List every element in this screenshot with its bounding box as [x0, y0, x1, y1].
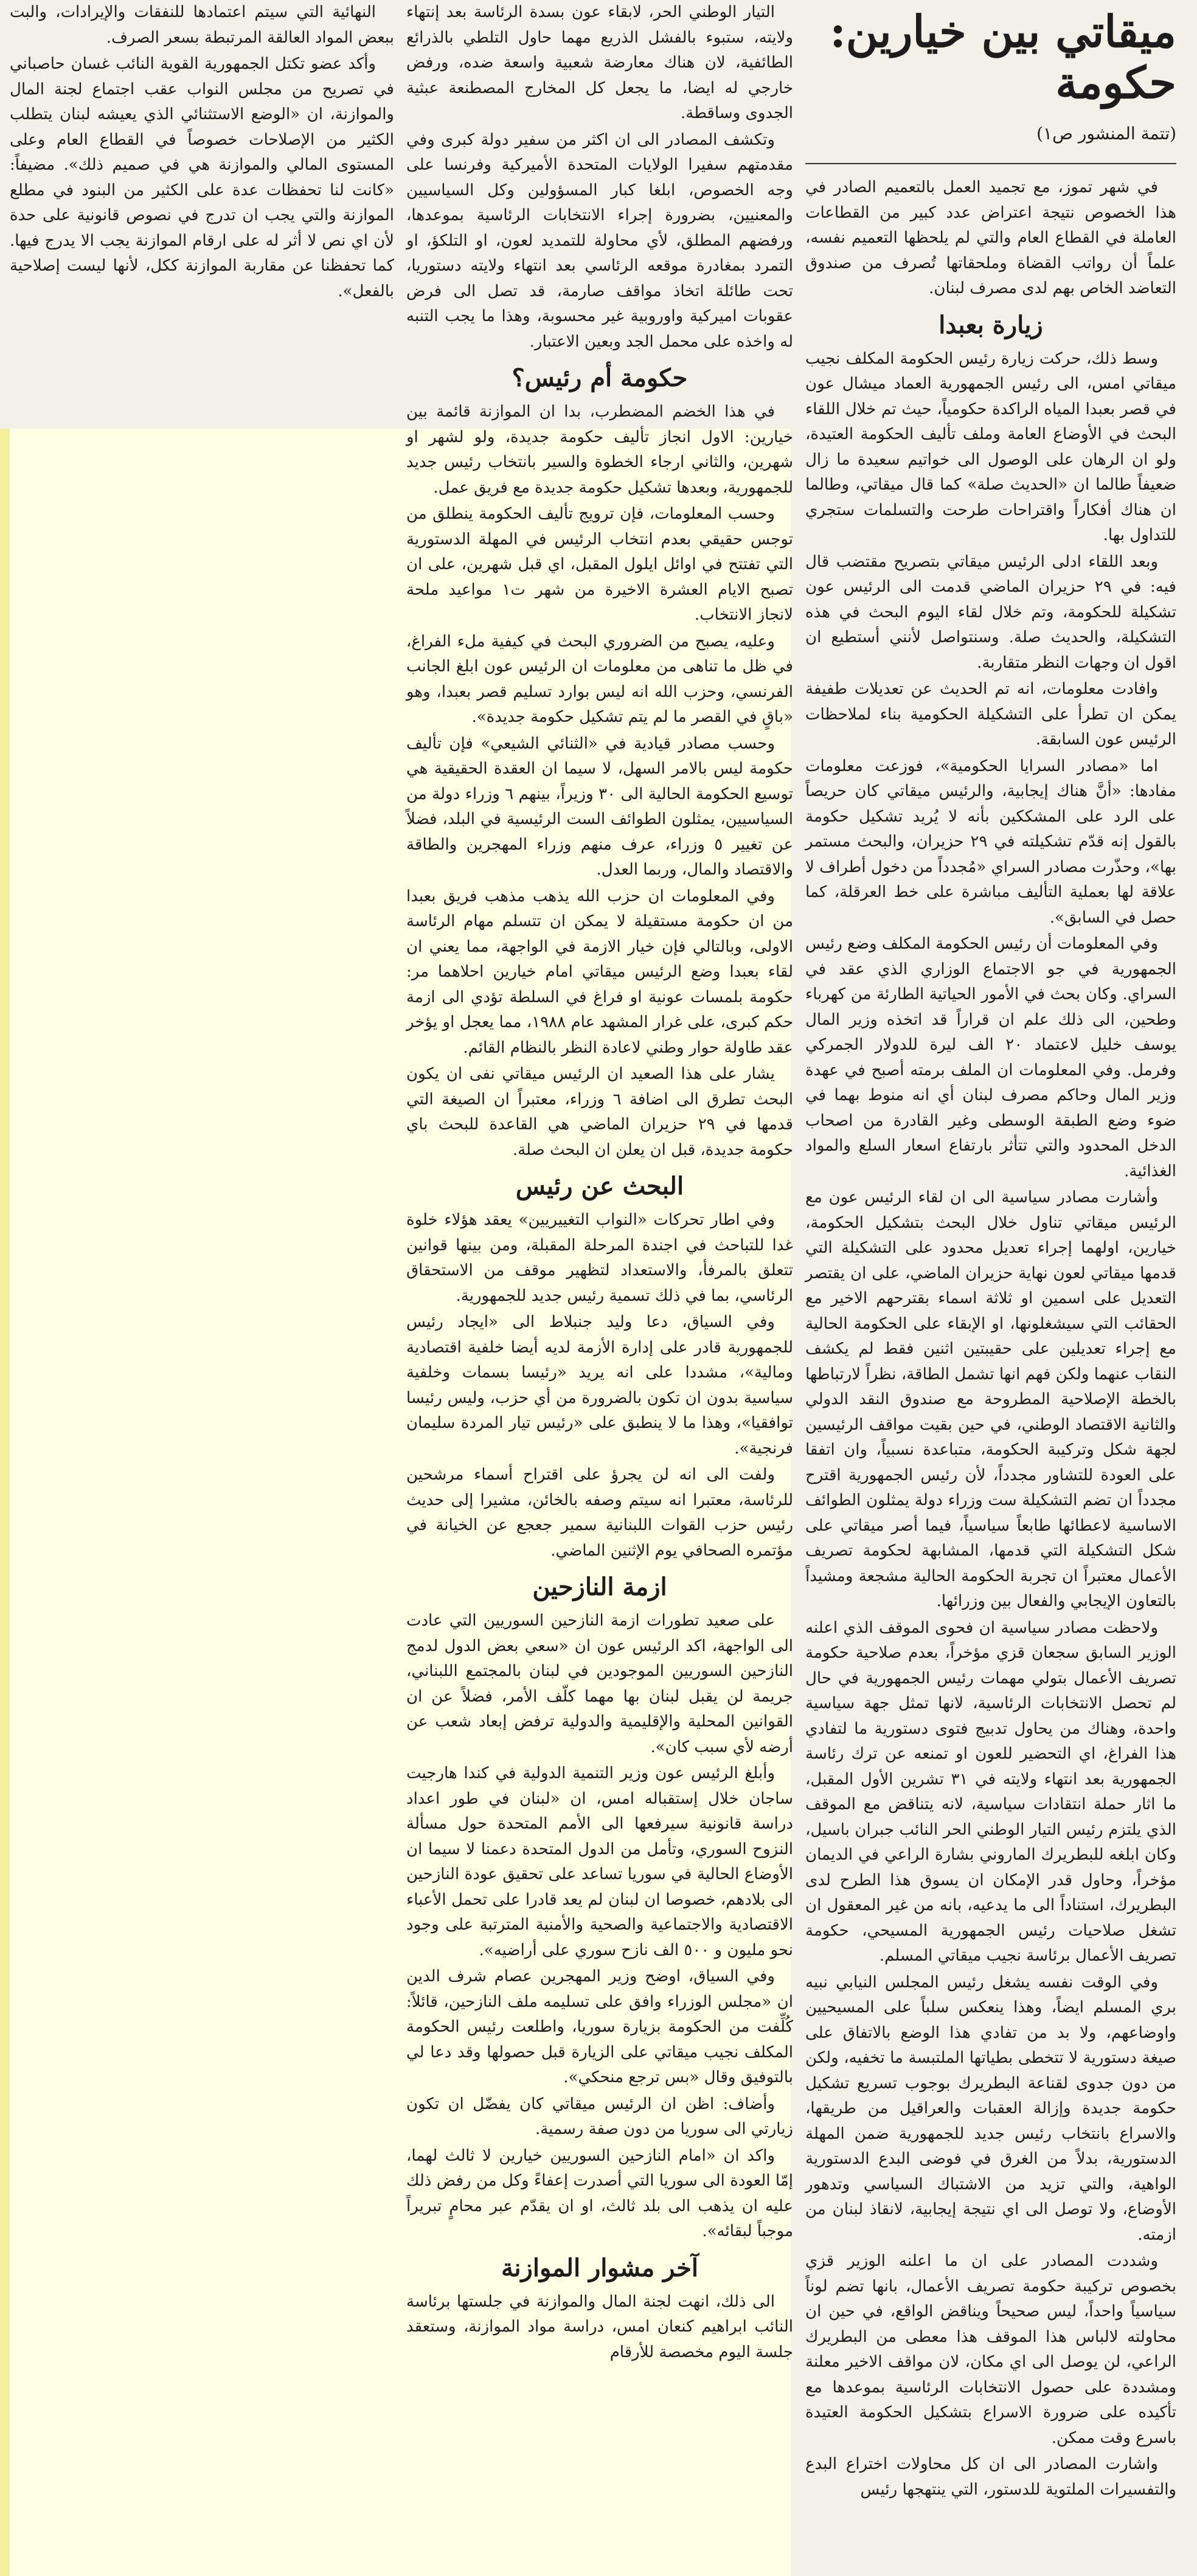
continued-note: (تتمة المنشور ص١)	[1036, 123, 1176, 144]
paragraph: وفي اطار تحركات «النواب التغييريين» يعقد هؤلاء خلوة غدا للتباحث في اجندة المرحلة المقبلة، ومن بينها قوانين تتعلق بالمرفأ، والاستعداد لتظهير موقف من الاستحقاق الرئاسي، بما في ذلك تسمية رئيس جديد للجمهورية.	[406, 1211, 793, 1305]
section-heading: حكومة أم رئيس؟	[512, 364, 688, 392]
paragraph: وفي الوقت نفسه يشغل رئيس المجلس النيابي نبيه بري المسلم ايضاً، وهذا ينعكس سلباً على المسيحيين واوضاعهم، ولا بد من تفادي هذا الوضع بالاتفاق على صيغة دستورية لا تتخطى بطياتها الملتبسة ما تخفيه، ولكن من دون جدوى لقناعة البطريرك بوجوب تسريع تشكيل حكومة جديدة وإزالة العقبات والعراقيل من طريقها، والاسراع بانتخاب رئيس جديد للجمهورية ضمن المهلة الدستورية، بدلاً من الغرق في فوضى البدع الدستورية الواهية، والتي تزيد من الاشتباك السياسي وتدهور الأوضاع، ولا توصل الى اي نتيجة إيجابية، لانقاذ لبنان من ازمته.	[805, 1973, 1176, 2244]
paragraph: ولفت الى انه لن يجرؤ على اقتراح أسماء مرشحين للرئاسة، معتبرا انه سيتم وصفه بالخائن، مشيرا إلى حديث رئيس حزب القوات اللبنانية سمير جعجع عن الخيانة في مؤتمره الصحافي يوم الإثنين الماضي.	[406, 1466, 793, 1560]
paragraph: وأبلغ الرئيس عون وزير التنمية الدولية في كندا هارجيت ساجان خلال إستقباله امس، ان «لبنان في طور اعداد دراسة قانونية سيرفعها الى الأمم المتحدة حول مسألة النزوح السوري، وتأمل من الدول المتحدة دعمنا لا سيما ان الأوضاع الحالية في سوريا تساعد على تحقيق عودة النازحين الى بلادهم، خصوصا ان لبنان لم يعد قادرا على تحمل الأعباء الاقتصادية والاجتماعية والصحية والأمنية المترتبة على وجود نحو مليون و ٥٠٠ الف نازح سوري على أراضيه».	[406, 1764, 793, 1959]
section-heading: زيارة بعبدا	[939, 310, 1043, 339]
paragraph: وأكد عضو تكتل الجمهورية القوية النائب غسان حاصباني في تصريح من مجلس النواب عقب اجتماع لجنة المال والموازنة، ان «الوضع الاستثنائي الذي يعيشه لبنان يتطلب الكثير من الإصلاحات خصوصاً في القطاع العام وعلى المستوى المالي والموازنة هي في صميم ذلك». مضيفاً: «كانت لنا تحفظات عدة على الكثير من البنود في مطلع الموازنة والتي يجب ان تدرج في نصوص قانونية على حدة لأن اي نص لا أثر له على ارقام الموازنة يجب الا يدرج فيها. كما تحفظنا عن مقاربة الموازنة ككل، لأنها ليست إصلاحية بالفعل».	[10, 55, 394, 300]
paragraph: على صعيد تطورات ازمة النازحين السوريين التي عادت الى الواجهة، اكد الرئيس عون ان «سعي بعض الدول لدمج النازحين السوريين الموجودين في لبنان بالمجتمع اللبناني، جريمة لن يقبل لبنان بها مهما كلّف الأمر، فضلاً عن ان القوانين المحلية والإقليمية والدولية ترفض إبعاد شعب عن أرضه لأي سبب كان».	[406, 1612, 793, 1756]
paragraph: واشارت المصادر الى ان كل محاولات اختراع البدع والتفسيرات الملتوية للدستور، التي ينتهجها رئيس	[805, 2455, 1176, 2499]
paragraph: وأشارت مصادر سياسية الى ان لقاء الرئيس عون مع الرئيس ميقاتي تناول خلال البحث بتشكيل الحكومة، خيارين، اولهما إجراء تعديل محدود على التشكيلة التي قدمها ميقاتي لعون نهاية حزيران الماضي، على ان يقتصر التعديل على اسمين او ثلاثة اسماء بقترحهم الاخير مع الحقائب التي سيشغلونها، او الإبقاء على الحكومة الحالية مع إجراء تعديلين على حقيبتين اثنين فقط لم يكشف النقاب عنهما ولكن فهم انها تشمل الطاقة، نظراً لارتباطها بالخطة الإصلاحية المطروحة مع صندوق النقد الدولي والثانية الاقتصاد الوطني، في حين بقيت مواقف الرئيسين لجهة شكل وتركيبة الحكومة، متباعدة نسبياً، وان اتفقا على العودة للتشاور مجدداً، لأن رئيس الجمهورية اقترح مجدداً ان تضم التشكيلة ست وزراء دولة يمثلون الطوائف الاساسية لاعطائها طابعاً سياسياً، فيما أصر ميقاتي على شكل التشكيلة التي قدمها، المشابهة لحكومة تصريف الأعمال معتبراً ان تجربة الحكومة الحالية مشجعة ومشيداً بالتعاون الإيجابي والفعال بين وزرائها.	[805, 1188, 1176, 1610]
col2-intro	[406, 0, 793, 355]
paragraph: وفي المعلومات ان حزب الله يذهب مذهب فريق بعبدا من ان حكومة مستقيلة لا يمكن ان تتسلم مهام الرئاسة الاولى، وبالتالي فإن خيار الازمة في الواجهة، مما يعني ان لقاء بعبدا وضع الرئيس ميقاتي امام خيارين احلاهما مر: حكومة بلمسات عونية او فراغ في السلطة تؤدي الى ازمة حكم كبرى، على غرار المشهد عام ١٩٨٨، مما يعجل او يؤخر عقد طاولة حوار وطني لاعادة النظر بالنظام القائم.	[406, 887, 793, 1057]
paragraph: اما «مصادر السرايا الحكومية»، فوزعت معلومات مفادها: «أنَّ هناك إيجابية، والرئيس ميقاتي كان حريصاً على الرد على المشككين بأنه لا يُريد تشكيل حكومة بالقول إنه قدّم تشكيلته في ٢٩ حزيران، والبحث مستمر بها»، وحذّرت مصادر السراي «مُجدداً من دخول أطراف لا علاقة لها بعملية التأليف مباشرة على خط العرقلة، كما حصل في السابق».	[805, 757, 1176, 927]
paragraph: وفي السياق، دعا وليد جنبلاط الى «ايجاد رئيس للجمهورية قادر على إدارة الأزمة لديه أيضا خلفية اقتصادية ومالية»، مشددا على انه يريد «رئيسا بسمات وخلفية سياسية بدون ان تكون بالضرورة من أي حزب، وليس رئيسا توافقيا»، وهذا ما لا ينطبق على «رئيس تيار المردة سليمان فرنجية».	[406, 1313, 793, 1458]
col2-part3	[406, 1208, 793, 1563]
section-heading: ازمة النازحين	[532, 1573, 667, 1601]
headline: ميقاتي بين خيارين: حكومة	[830, 5, 1176, 108]
column-right	[805, 0, 1176, 2504]
paragraph: في هذا الخضم المضطرب، بدا ان الموازنة قائمة بين خيارين: الاول انجاز تأليف حكومة جديدة، ولو لشهر او شهرين، والثاني ارجاء الخطوة والسير بانتخاب رئيس جديد للجمهورية، وبعدها تشكيل حكومة جديدة مع فريق عمل.	[406, 403, 793, 497]
paragraph: وسط ذلك، حركت زيارة رئيس الحكومة المكلف نجيب ميقاتي امس، الى رئيس الجمهورية العماد ميشال عون في قصر بعبدا المياه الراكدة حكومياً، حيث تم خلال اللقاء البحث في الأوضاع العامة وملف تأليف الحكومة العتيدة، ولو ان الرهان على الوصول الى خواتيم سعيدة ما زال ضعيفاً طالما ان «الحديث صلة» كما قال ميقاتي، وطالما ان هناك أفكاراً واقتراحات طرحت والتسلمات ستجري للتداول بها.	[805, 349, 1176, 544]
col2-part2	[406, 400, 793, 1163]
col1-intro	[805, 175, 1176, 302]
paragraph: وعليه، يصبح من الضروري البحث في كيفية ملء الفراغ، في ظل ما تناهى من معلومات ان الرئيس عون ابلغ الجانب الفرنسي، وحزب الله انه ليس بوارد تسليم قصر بعبدا، وهو «باقٍ في القصر ما لم يتم تشكيل حكومة جديدة».	[406, 632, 793, 726]
paragraph: النهائية التي سيتم اعتمادها للنفقات والإيرادات، والبت ببعض المواد العالقة المرتبطة بسعر الصرف.	[10, 3, 394, 47]
paragraph: التيار الوطني الحر، لابقاء عون بسدة الرئاسة بعد إنتهاء ولايته، ستبوء بالفشل الذريع مهما حاول التلطي بالذرائع الطائفية، لان هناك معارضة شعبية واسعة ضده، ورفض خارجي له ايضا، ما يجعل كل المخارج المصطنعة عبثية الجدوى وساقطة.	[406, 3, 793, 122]
col1-body	[805, 347, 1176, 2503]
col2-part4	[406, 1608, 793, 2245]
paragraph: وشددت المصادر على ان ما اعلنه الوزير قزي بخصوص تركيبة حكومة تصريف الأعمال، بانها تضم لوناً سياسياً واحداً، ليس صحيحاً ويناقض الواقع، في حين ان محاولته لالباس هذا الموقف هذا معطى من البطريرك الراعي، لن يوصل الى اي مكان، لان مواقف الاخير معلنة ومشددة على حصول الانتخابات الرئاسية بموعدها مع تأكيده على ضرورة الاسراع بتشكيل الحكومة العتيدة باسرع وقت ممكن.	[805, 2252, 1176, 2447]
paragraph: يشار على هذا الصعيد ان الرئيس ميقاتي نفى ان يكون البحث تطرق الى اضافة ٦ وزراء، معتبراً ان الصيغة التي قدمها في ٢٩ حزيران الماضي هي القاعدة للبحث باي حكومة جديدة، قبل ان يعلن ان البحث صلة.	[406, 1065, 794, 1159]
section-heading: آخر مشوار الموازنة	[501, 2253, 699, 2282]
paragraph: الى ذلك، انهت لجنة المال والموازنة في جلستها برئاسة النائب ابراهيم كنعان امس، دراسة مواد الموازنة، وستعقد جلسة اليوم مخصصة للأرقام	[406, 2292, 793, 2361]
paragraph: وافادت معلومات، انه تم الحديث عن تعديلات طفيفة يمكن ان تطرأ على التشكيلة الحكومية بناء لملاحظات الرئيس عون السابقة.	[805, 680, 1176, 749]
paragraph: وفي السياق، اوضح وزير المهجرين عصام شرف الدين ان «مجلس الوزراء وافق على تسليمه ملف النازحين، قائلاً: كُلِّفت من الحكومة بزيارة سوريا، واطلعت رئيس الحكومة المكلف نجيب ميقاتي على الزيارة قبل حصولها وقد دعا لي بالتوفيق وقال «بس ترجع منحكي».	[406, 1967, 793, 2086]
paragraph: وأضاف: اظن ان الرئيس ميقاتي كان يفضّل ان تكون زيارتي الى سوريا من دون صفة رسمية.	[406, 2094, 793, 2138]
margin-strip	[0, 429, 10, 2576]
paragraph: وحسب المعلومات، فإن ترويج تأليف الحكومة ينطلق من توجس حقيقي بعدم انتخاب الرئيس في المهلة الدستورية التي تفتتح في اوائل ايلول المقبل، اي قبل شهرين، على ان تصبح الايام العشرة الاخيرة من شهر ت١ مواعيد ملحة لانجاز الانتخاب.	[406, 505, 794, 624]
paragraph: وفي المعلومات أن رئيس الحكومة المكلف وضع رئيس الجمهورية في جو الاجتماع الوزاري الذي عقد في السراي. وكان بحث في الأمور الحياتية الطارئة من كهرباء وطحين، الى ذلك علم ان قراراً قد اتخذه وزير المال يوسف خليل لاعتماد ٢٠ الف ليرة للدولار الجمركي وفرمل. وفي المعلومات ان الملف برمته أصبح في عهدة وزير المال وحاكم مصرف لبنان أي انه منوط بهما في ضوء وضع الطبقة الوسطى وغير القادرة من اصحاب الدخل المحدود والتي تتأثر بارتفاع اسعار السلع والمواد الغذائية.	[805, 935, 1176, 1180]
paragraph: وحسب مصادر قيادية في «الثنائي الشيعي» فإن تأليف حكومة ليس بالامر السهل، لا سيما ان العقدة الحقيقية هي توسيع الحكومة الحالية الى ٣٠ وزيراً، بينهم ٦ وزراء دولة من السياسيين، يمثلون الطوائف الست الرئيسية في البلد، فضلاً عن تغيير ٥ وزراء، عرف منهم وزراء المهجرين والطاقة والاقتصاد والمال، وربما العدل.	[406, 734, 794, 879]
section-heading: البحث عن رئيس	[515, 1172, 684, 1200]
paragraph: وتكشف المصادر الى ان اكثر من سفير دولة كبرى وفي مقدمتهم سفيرا الولايات المتحدة الأميركية وفرنسا على وجه الخصوص، ابلغا كبار المسؤولين وكل السياسيين والمعنيين، بضرورة إجراء الانتخابات الرئاسية بموعدها، ورفضهم المطلق، لأي محاولة للتمديد لعون، او التلكؤ، او التمرد بمغادرة موقعه الرئاسي بعد انتهاء ولايته دستوريا، تحت طائلة اتخاذ مواقف صارمة، قد تصل الى فرض عقوبات اميركية واوروبية غير محسوبة، وهذا ما يجب التنبه له واخذه على محمل الجد وبعين الاعتبار.	[406, 130, 793, 351]
paragraph: في شهر تموز، مع تجميد العمل بالتعميم الصادر في هذا الخصوص نتيجة اعتراض عدد كبير من القطاعات العاملة في القطاع العام والتي لم يلحظها التعميم نفسه، علماً أن رواتب القضاة وملحقاتها تُصرف من صندوق التعاضد الخاص بهم لدى مصرف لبنان.	[805, 178, 1176, 297]
paragraph: ولاحظت مصادر سياسية ان فحوى الموقف الذي اعلنه الوزير السابق سجعان قزي مؤخراً، بعدم صلاحية حكومة تصريف الأعمال بتولي مهمات رئيس الجمهورية في حال لم تحصل الانتخابات الرئاسية، لانها تمثل جهة سياسية واحدة، وهناك من يحاول تدبيج فتوى دستورية ما لتفادي هذا الفراغ، اي التحضير للعون او تمنعه عن ترك رئاسة الجمهورية بعد انتهاء ولايته في ٣١ تشرين الأول المقبل، ما اثار حملة انتقادات سياسية، لانه يتناقض مع الموقف الذي يلتزم رئيس التيار الوطني الحر النائب جبران باسيل، وكان ابلغه للبطريرك الماروني بشارة الراعي في الديمان مؤخراً، وحاول قدر الإمكان ان يسوق هذا الطرح لدى البطريرك، استناداً الى ما يدعيه، بانه من غير المعقول ان تشغل صلاحيات رئيس الجمهورية المسيحي، حكومة تصريف الأعمال برئاسة نجيب ميقاتي المسلم.	[805, 1618, 1176, 1965]
paragraph: وبعد اللقاء ادلى الرئيس ميقاتي بتصريح مقتضب قال فيه: في ٢٩ حزيران الماضي قدمت الى الرئيس عون تشكيلة للحكومة، وتم خلال لقاء اليوم البحث في هذه التشكيلة، والحديث صلة. وسنتواصل لأنني أستطيع ان اقول ان وجهات النظر متقاربة.	[805, 552, 1176, 672]
divider	[805, 163, 1176, 164]
column-middle	[406, 0, 793, 2366]
col2-part5	[406, 2290, 793, 2366]
column-left	[10, 0, 394, 305]
paragraph: واكد ان «امام النازحين السوريين خيارين لا ثالث لهما، إمّا العودة الى سوريا التي أصدرت إعفاءً وكل من رفض ذلك عليه ان يذهب الى بلد ثالث، او ان يقدّم عبر محامٍ تبريراً موجباً لبقائه».	[406, 2146, 793, 2240]
